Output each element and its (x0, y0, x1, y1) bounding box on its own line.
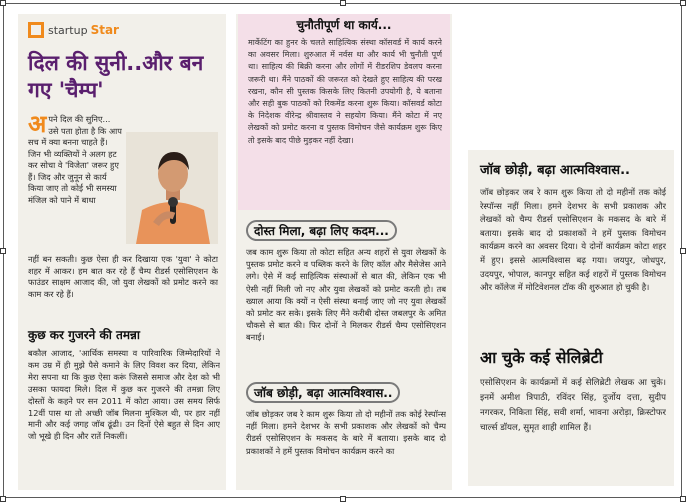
job-section-text: जॉब छोड़कर जब रे काम शुरू किया तो दो महीनों तक कोई रेस्पॉन्स नहीं मिला। हमने देशभर के सभी प्रकाशक और लेखकों को चैम्प रीडर्स एसोसिएशन के मकसद के बारे में बताया। इसके बाद दो प्रकाशकों ने हमें पुस्तक विमोचन कार्यक्रम करने का (246, 409, 446, 456)
logo-bold: Star (90, 23, 119, 37)
celebrity-section-text: एसोसिएशन के कार्यक्रमों में कई सेलिब्रेटी लेखक आ चुके। इनमें अमीश त्रिपाठी, रविंदर सिंह, दुर्जोय दत्ता, सुदीप नगरकर, निकिता सिंह, सवी शर्मा, भावना अरोड़ा, क्रिस्टोफर चार्ल्स डॉयल, सुमृत शाही शामिल हैं। (480, 378, 666, 433)
resize-handle-middle-left[interactable] (0, 248, 6, 254)
resize-handle-bottom-center[interactable] (340, 496, 346, 502)
logo-square-icon (28, 22, 44, 38)
resize-handle-bottom-left[interactable] (0, 496, 6, 502)
intro-paragraph (28, 114, 122, 264)
logo-text: startup (48, 23, 88, 37)
resize-handle-top-center[interactable] (340, 0, 346, 6)
section2-title: कुछ कर गुजरने की तमन्ना (28, 328, 140, 342)
right-article-clipping (468, 150, 674, 486)
portrait-photo (126, 132, 218, 244)
resize-handle-top-left[interactable] (0, 0, 6, 6)
drop-cap: अ (28, 114, 47, 138)
friend-section-title: दोस्त मिला, बढ़ा लिए कदम... (246, 220, 397, 241)
resize-handle-middle-right[interactable] (680, 248, 686, 254)
right-job-section-title: जॉब छोड़ी, बढ़ा आत्मविश्वास.. (480, 163, 630, 178)
left-article-clipping (18, 14, 226, 490)
startup-star-logo (28, 22, 119, 38)
right-job-section-text: जॉब छोड़कर जब रे काम शुरू किया तो दो महीनों तक कोई रेस्पॉन्स नहीं मिला। हमने देशभर के सभी प्रकाशक और लेखकों को चैम्प रीडर्स एसोसिएशन के मकसद के बारे में बताया। इसके बाद दो प्रकाशकों ने हमें पुस्तक विमोचन कार्यक्रम करने का अवसर दिया। ये दोनों कार्यक्रम कोटा शहर में हुए। इससे आत्मविश्वास बढ़ गया। जयपुर, जोधपुर, उदयपुर, भोपाल, कानपुर सहित कई शहरों में पुस्तक विमोचन और कॉलेज में मोटिवेशनल टॉक की शुरुआत हो चुकी है। (480, 187, 666, 293)
intro-first-text: पने दिल की सुनिए... उसे पता होता है कि आप सच में क्या बनना चाहते हैं। जिन भी व्यक्तियों ने अलग हट कर सोचा वे 'विजेता' जरूर हुए हैं। जिद और जुनून से कार्य किया जाए तो कोई भी समस्या मंजिल को पाने में बाधा (28, 114, 122, 205)
challenge-box-title: चुनौतीपूर्ण था कार्य... (296, 18, 392, 32)
resize-handle-top-right[interactable] (680, 0, 686, 6)
challenge-box (238, 14, 450, 210)
celebrity-section-title: आ चुके कई सेलिब्रेटी (480, 348, 603, 367)
article-headline: दिल की सुनी..और बन गए 'चैम्प' (28, 51, 204, 102)
friend-section-text: जब काम शुरू किया तो कोटा सहित अन्य शहरों से युवा लेखकों के पुस्तक प्रमोट करने व पब्लिक करने के लिए कॉल और मैसेजेस आने लगे। ऐसे में कई साहित्यिक संस्थाओं से बात की, लेकिन एक भी ऐसी नहीं मिली जो नए और युवा लेखकों को प्रमोट करती हो। तब ख्याल आया कि क्यों न ऐसी संस्था बनाई जाए जो नए युवा लेखकों को प्रमोट कर सके। इसके लिए मैंने करीबी दोस्त जबलपुर के अमित चौकसे से बात की। फिर दोनों ने मिलकर रीडर्स चैम्प एसोसिएशन बनाई। (246, 247, 446, 343)
intro-rest-text: नहीं बन सकती। कुछ ऐसा ही कर दिखाया एक 'युवा' ने कोटा शहर में आकर। हम बात कर रहे हैं चैम्प रीडर्स एसोसिएशन के फाउंडर साक्षम आजाद की, जो युवा लेखकों को प्रमोट करने का काम कर रहे हैं। (28, 254, 218, 299)
job-section-title: जॉब छोड़ी, बढ़ा आत्मविश्वास.. (246, 382, 400, 403)
resize-handle-bottom-right[interactable] (680, 496, 686, 502)
middle-article-clipping (236, 14, 452, 490)
challenge-box-text: मार्केटिंग का हुनर के चलते साहित्यिक संस्था कॉसवर्ड में कार्य करने का अवसर मिला। शुरुआत में नर्वस था और कार्य भी चुनौती पूर्ण था। साहित्य की बिक्री करना और लोगों में रीडरशिप डेवलप करना जरूरी था। मैंने पाठकों की जरूरत को देखते हुए साहित्य की परख रखना, कौन सी पुस्तक किसके लिए कितनी उपयोगी है, ये बताना और सही बुक पाठकों को रिकमेंड करना शुरू किया। कॉसवर्ड कोटा के निदेशक वीरेन्द्र श्रीवास्तव ने सहयोग किया। मैंने कोटा में नए लेखकों को प्रमोट करना व पुस्तक विमोचन जैसे कार्यक्रम शुरू किए तो इसके बाद पीछे मुड़कर नहीं देखा। (248, 38, 442, 145)
section2-text: बकौल आजाद, 'आर्थिक समस्या व पारिवारिक जिम्मेदारियों ने कम उम्र में ही मुझे पैसे कमाने के लिए विवश कर दिया, लेकिन मेरा सपना था कि कुछ ऐसा करूं जिससे समाज और देश को भी उसका फायदा मिले। दिल में कुछ कर गुजरने की तमन्ना लिए दोस्तों के कहने पर सन 2011 में कोटा आया। उस समय सिर्फ 12वीं पास था तो अच्छी जॉब मिलना मुश्किल थी, पर हार नहीं मानी और कई जगह जॉब ढूंढी। उन दिनों ऐसे बहुत से दिन आए जो भूखे ही दिन और रातें निकलीं। (28, 348, 220, 442)
